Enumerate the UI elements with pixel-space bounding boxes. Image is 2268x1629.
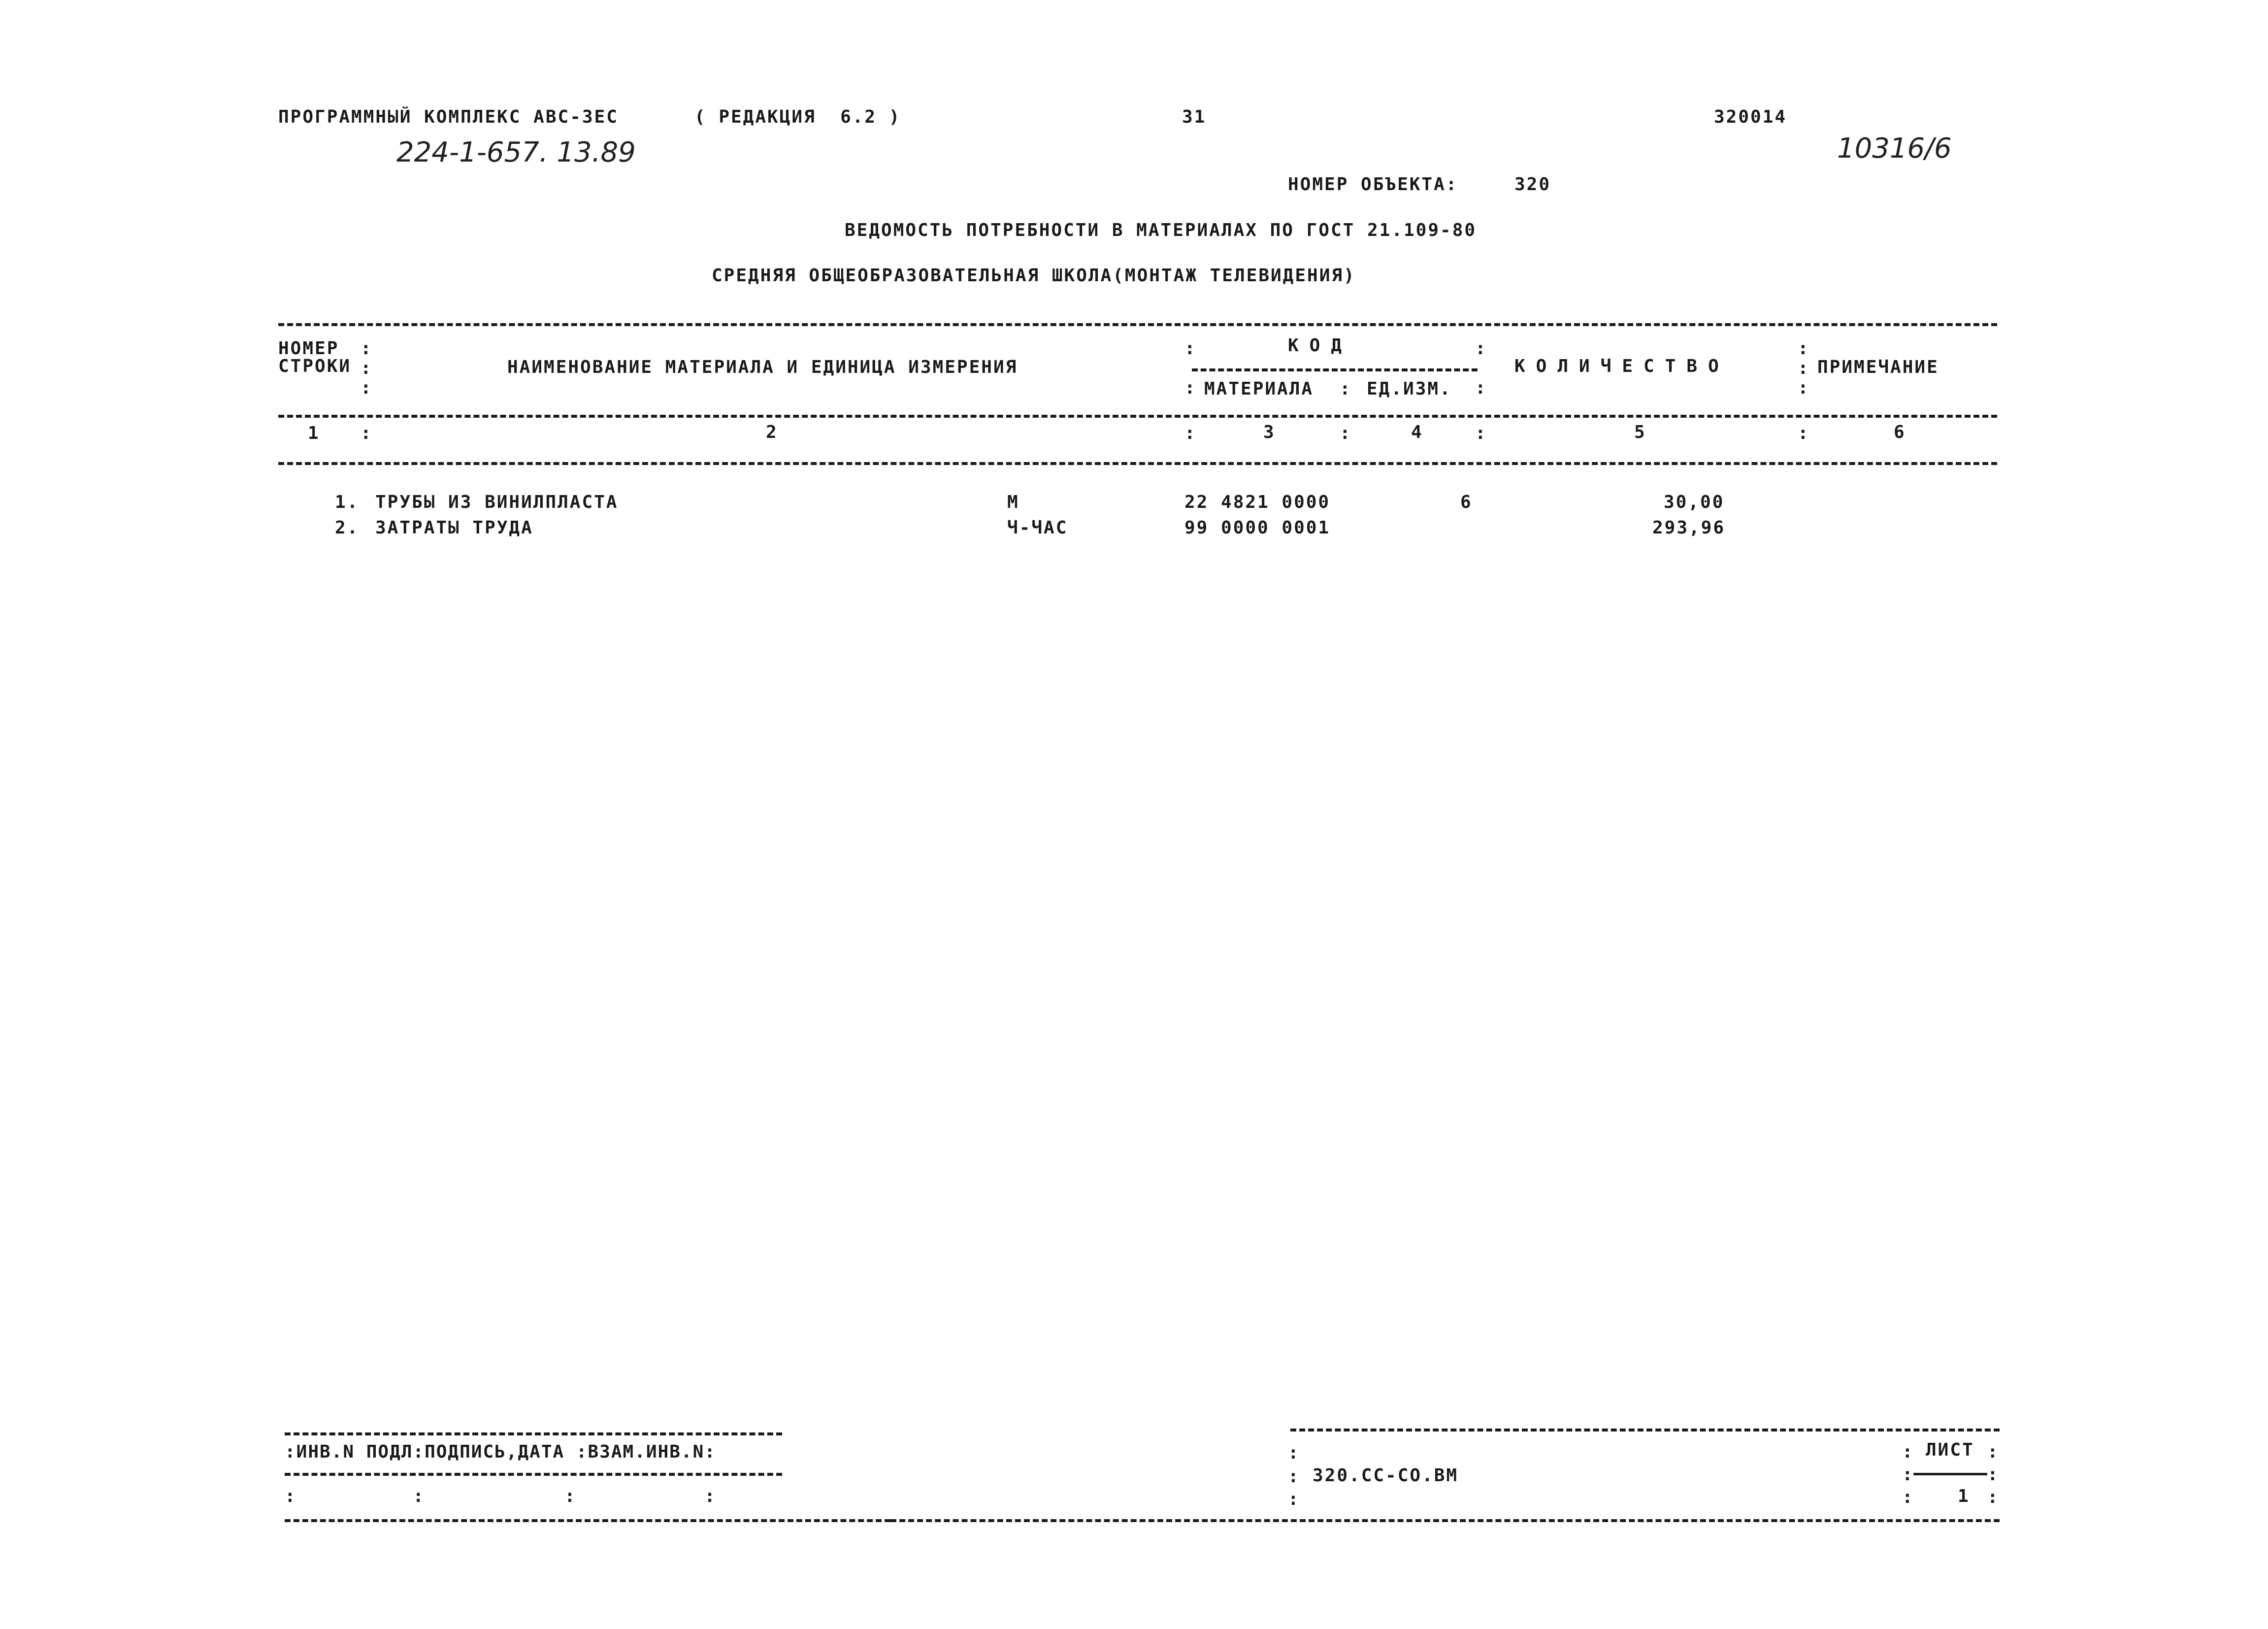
table-row-unit-code: 6 — [1460, 492, 1473, 512]
header-name: НАИМЕНОВАНИЕ МАТЕРИАЛА И ЕДИНИЦА ИЗМЕРЕНИЯ — [507, 357, 1018, 377]
header-separator: : — [1184, 338, 1197, 359]
header-code-rule — [1192, 368, 1478, 371]
object-number-value: 320 — [1514, 174, 1551, 195]
column-number: 6 — [1894, 422, 1906, 442]
stamp-left-top-rule — [285, 1432, 782, 1435]
stamp-separator: : — [1987, 1442, 2000, 1462]
stamp-separator: : — [1288, 1443, 1300, 1463]
stamp-separator: : — [1288, 1466, 1300, 1487]
column-number: 3 — [1263, 422, 1276, 442]
table-row-name: ЗАТРАТЫ ТРУДА — [375, 518, 533, 538]
stamp-left-header: :ИНВ.N ПОДЛ:ПОДПИСЬ,ДАТА :ВЗАМ.ИНВ.N: — [285, 1442, 716, 1462]
column-number: 4 — [1411, 422, 1423, 442]
header-separator: : — [1475, 338, 1487, 359]
header-row-number-1: НОМЕР — [278, 338, 339, 359]
table-row-quantity: 293,96 — [1652, 518, 1726, 538]
stamp-sheet-number: 1 — [1958, 1486, 1970, 1506]
header-separator: : — [1184, 378, 1197, 398]
header-bottom-rule — [278, 415, 1997, 418]
stamp-separator: : — [1288, 1489, 1300, 1509]
header-separator: : — [1798, 338, 1810, 359]
stamp-separator: : — [1987, 1487, 2000, 1507]
header-code-material: МАТЕРИАЛА — [1204, 379, 1314, 399]
table-row-unit: Ч-ЧАС — [1007, 518, 1068, 538]
document-subtitle: СРЕДНЯЯ ОБЩЕОБРАЗОВАТЕЛЬНАЯ ШКОЛА(МОНТАЖ ТЕЛЕВИДЕНИЯ) — [712, 266, 1356, 286]
column-separator: : — [1798, 423, 1810, 443]
header-quantity: КОЛИЧЕСТВО — [1514, 356, 1730, 376]
column-number: 2 — [766, 422, 778, 442]
handwritten-archive-number: 10316/6 — [1837, 133, 1952, 165]
stamp-left-row: : : : : — [285, 1486, 716, 1506]
table-row-material-code: 99 0000 0001 — [1184, 518, 1331, 538]
header-code-unit: ЕД.ИЗМ. — [1367, 379, 1452, 399]
header-separator: : — [1340, 379, 1352, 399]
stamp-sheet-label: ЛИСТ — [1926, 1440, 1974, 1460]
header-row-number-2: СТРОКИ — [278, 356, 352, 376]
stamp-sheet-rule — [1913, 1473, 1987, 1475]
stamp-separator: : — [1902, 1442, 1914, 1462]
handwritten-project-number: 224-1-657. 13.89 — [396, 136, 636, 168]
column-number: 1 — [308, 423, 320, 443]
column-numbers-rule — [278, 462, 1997, 465]
column-separator: : — [1184, 423, 1197, 443]
stamp-doc-code: 320.СС-СО.ВМ — [1313, 1465, 1459, 1486]
table-row-number: 2. — [335, 518, 360, 538]
column-separator: : — [1340, 423, 1352, 443]
header-separator: : — [1798, 358, 1810, 378]
stamp-separator: : — [1987, 1464, 2000, 1485]
table-row-unit: М — [1007, 492, 1019, 512]
table-top-rule — [278, 323, 1997, 326]
header-separator: : — [361, 378, 373, 398]
page-number: 31 — [1182, 107, 1207, 127]
object-number-label: НОМЕР ОБЪЕКТА: — [1288, 174, 1458, 195]
edition: ( РЕДАКЦИЯ 6.2 ) — [694, 107, 901, 127]
table-row-number: 1. — [335, 492, 360, 512]
table-row-name: ТРУБЫ ИЗ ВИНИЛПЛАСТА — [375, 492, 619, 512]
header-separator: : — [1475, 378, 1487, 398]
stamp-right-bottom-rule — [890, 1519, 2000, 1522]
header-separator: : — [361, 358, 373, 378]
column-number: 5 — [1634, 422, 1646, 442]
stamp-right-top-rule — [1290, 1429, 2000, 1431]
header-separator: : — [361, 338, 373, 359]
header-code: КОД — [1288, 335, 1353, 356]
column-separator: : — [361, 423, 373, 443]
header-note: ПРИМЕЧАНИЕ — [1817, 357, 1939, 377]
stamp-left-mid-rule — [285, 1473, 782, 1476]
program-name: ПРОГРАММНЫЙ КОМПЛЕКС АВС-3ЕС — [278, 107, 619, 127]
column-separator: : — [1475, 423, 1487, 443]
document-code: 320014 — [1714, 107, 1787, 127]
header-separator: : — [1798, 378, 1810, 398]
table-row-quantity: 30,00 — [1664, 492, 1725, 512]
document-title: ВЕДОМОСТЬ ПОТРЕБНОСТИ В МАТЕРИАЛАХ ПО ГОСТ 21.109-80 — [845, 220, 1477, 240]
stamp-left-bottom-rule — [285, 1519, 890, 1522]
stamp-separator: : — [1902, 1464, 1914, 1485]
table-row-material-code: 22 4821 0000 — [1184, 492, 1331, 512]
stamp-separator: : — [1902, 1487, 1914, 1507]
